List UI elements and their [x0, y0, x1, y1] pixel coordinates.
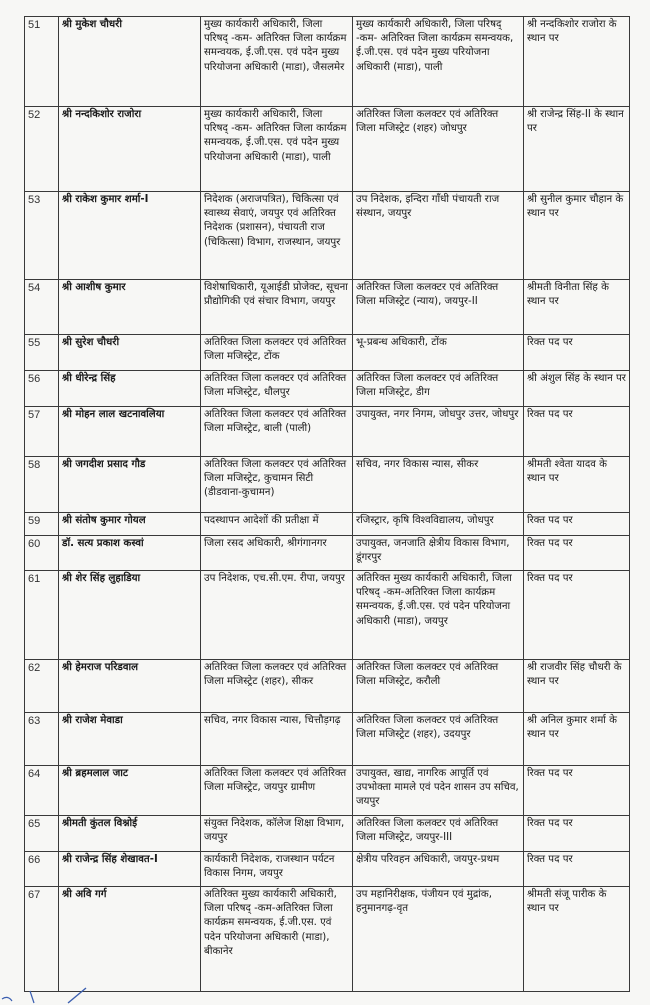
table-row — [25, 371, 630, 407]
table-row — [25, 457, 630, 513]
current-posting: जिला रसद अधिकारी, श्रीगंगानगर — [201, 536, 353, 571]
new-posting: मुख्य कार्यकारी अधिकारी, जिला परिषद् -कम- अतिरिक्त जिला कार्यक्रम समन्वयक, ई.जी.एस. एवं पदेन मुख्य परियोजना अधिकारी (माडा), पाली — [353, 17, 524, 107]
serial-number: 59 — [25, 513, 59, 536]
officer-name: डॉ. सत्य प्रकाश कस्वां — [59, 536, 201, 571]
officer-name: श्री राजेन्द्र सिंह शेखावत-I — [59, 852, 201, 887]
current-posting: अतिरिक्त जिला कलक्टर एवं अतिरिक्त जिला मजिस्ट्रेट, कुचामन सिटी (डीडवाना-कुचामन) — [201, 457, 353, 513]
serial-number: 63 — [25, 713, 59, 766]
officer-name: श्री मुकेश चौधरी — [59, 17, 201, 107]
table-body — [25, 17, 630, 992]
current-posting: कार्यकारी निदेशक, राजस्थान पर्यटन विकास निगम, जयपुर — [201, 852, 353, 887]
remark: रिक्त पद पर — [524, 816, 630, 852]
officer-name: श्री मोहन लाल खटनावलिया — [59, 407, 201, 457]
table-row — [25, 713, 630, 766]
new-posting: अतिरिक्त जिला कलक्टर एवं अतिरिक्त जिला मजिस्ट्रेट (शहर), उदयपुर — [353, 713, 524, 766]
current-posting: अतिरिक्त जिला कलक्टर एवं अतिरिक्त जिला मजिस्ट्रेट (शहर), सीकर — [201, 660, 353, 713]
new-posting: उपायुक्त, जनजाति क्षेत्रीय विकास विभाग, डूंगरपुर — [353, 536, 524, 571]
serial-number: 56 — [25, 371, 59, 407]
officer-name: श्री सुरेश चौधरी — [59, 335, 201, 371]
current-posting: निदेशक (अराजपत्रित), चिकित्सा एवं स्वास्थ्य सेवाएं, जयपुर एवं अतिरिक्त निदेशक (प्रशासन), पंचायती राज (चिकित्सा) विभाग, राजस्थान, जयपुर — [201, 192, 353, 280]
new-posting: उप महानिरीक्षक, पंजीयन एवं मुद्रांक, हनुमानगढ़-वृत — [353, 887, 524, 992]
serial-number: 65 — [25, 816, 59, 852]
remark: श्रीमती श्वेता यादव के स्थान पर — [524, 457, 630, 513]
table-row — [25, 280, 630, 335]
officer-name: श्री अवि गर्ग — [59, 887, 201, 992]
current-posting: अतिरिक्त मुख्य कार्यकारी अधिकारी, जिला परिषद् -कम-अतिरिक्त जिला कार्यक्रम समन्वयक, ई.जी.एस. एवं पदेन परियोजना अधिकारी (माडा), बीकानेर — [201, 887, 353, 992]
serial-number: 57 — [25, 407, 59, 457]
remark: रिक्त पद पर — [524, 335, 630, 371]
table-row — [25, 536, 630, 571]
officer-name: श्री राकेश कुमार शर्मा-I — [59, 192, 201, 280]
current-posting: अतिरिक्त जिला कलक्टर एवं अतिरिक्त जिला मजिस्ट्रेट, टोंक — [201, 335, 353, 371]
serial-number: 54 — [25, 280, 59, 335]
table-row — [25, 335, 630, 371]
serial-number: 51 — [25, 17, 59, 107]
current-posting: उप निदेशक, एच.सी.एम. रीपा, जयपुर — [201, 571, 353, 660]
table-row — [25, 660, 630, 713]
table-row — [25, 766, 630, 816]
officer-name: श्री राजेश मेवाडा — [59, 713, 201, 766]
remark: श्रीमती विनीता सिंह के स्थान पर — [524, 280, 630, 335]
current-posting: अतिरिक्त जिला कलक्टर एवं अतिरिक्त जिला मजिस्ट्रेट, बाली (पाली) — [201, 407, 353, 457]
new-posting: अतिरिक्त जिला कलक्टर एवं अतिरिक्त जिला मजिस्ट्रेट, जयपुर-III — [353, 816, 524, 852]
officer-name: श्री आशीष कुमार — [59, 280, 201, 335]
serial-number: 67 — [25, 887, 59, 992]
new-posting: अतिरिक्त मुख्य कार्यकारी अधिकारी, जिला परिषद् -कम-अतिरिक्त जिला कार्यक्रम समन्वयक, ई.जी.एस. एवं पदेन परियोजना अधिकारी (माडा), जयपुर — [353, 571, 524, 660]
current-posting: विशेषाधिकारी, यूआईडी प्रोजेक्ट, सूचना प्रौद्योगिकी एवं संचार विभाग, जयपुर — [201, 280, 353, 335]
current-posting: मुख्य कार्यकारी अधिकारी, जिला परिषद् -कम- अतिरिक्त जिला कार्यक्रम समन्वयक, ई.जी.एस. एवं पदेन मुख्य परियोजना अधिकारी (माडा), पाली — [201, 107, 353, 192]
remark: श्री अंशुल सिंह के स्थान पर — [524, 371, 630, 407]
officer-name: श्री नन्दकिशोर राजोरा — [59, 107, 201, 192]
remark: श्री सुनील कुमार चौहान के स्थान पर — [524, 192, 630, 280]
serial-number: 58 — [25, 457, 59, 513]
serial-number: 66 — [25, 852, 59, 887]
new-posting: अतिरिक्त जिला कलक्टर एवं अतिरिक्त जिला मजिस्ट्रेट, करौली — [353, 660, 524, 713]
remark: रिक्त पद पर — [524, 536, 630, 571]
table-row — [25, 407, 630, 457]
new-posting: उपायुक्त, खाद्य, नागरिक आपूर्ति एवं उपभोक्ता मामले एवं पदेन शासन उप सचिव, जयपुर — [353, 766, 524, 816]
table-row — [25, 513, 630, 536]
remark: श्री राजवीर सिंह चौधरी के स्थान पर — [524, 660, 630, 713]
serial-number: 60 — [25, 536, 59, 571]
current-posting: पदस्थापन आदेशों की प्रतीक्षा में — [201, 513, 353, 536]
serial-number: 61 — [25, 571, 59, 660]
officer-name: श्रीमती कुंतल विश्नोई — [59, 816, 201, 852]
transfer-list-table — [24, 16, 630, 992]
new-posting: क्षेत्रीय परिवहन अधिकारी, जयपुर-प्रथम — [353, 852, 524, 887]
table-row — [25, 17, 630, 107]
remark: रिक्त पद पर — [524, 852, 630, 887]
signature-mark — [0, 985, 200, 1005]
table-row — [25, 192, 630, 280]
new-posting: भू-प्रबन्ध अधिकारी, टोंक — [353, 335, 524, 371]
new-posting: अतिरिक्त जिला कलक्टर एवं अतिरिक्त जिला मजिस्ट्रेट, डीग — [353, 371, 524, 407]
remark: रिक्त पद पर — [524, 513, 630, 536]
table-row — [25, 571, 630, 660]
serial-number: 55 — [25, 335, 59, 371]
officer-name: श्री शेर सिंह लुहाडिया — [59, 571, 201, 660]
remark: रिक्त पद पर — [524, 407, 630, 457]
new-posting: रजिस्ट्रार, कृषि विश्वविद्यालय, जोधपुर — [353, 513, 524, 536]
serial-number: 64 — [25, 766, 59, 816]
table-row — [25, 852, 630, 887]
serial-number: 52 — [25, 107, 59, 192]
current-posting: अतिरिक्त जिला कलक्टर एवं अतिरिक्त जिला मजिस्ट्रेट, धौलपुर — [201, 371, 353, 407]
officer-name: श्री धीरेन्द्र सिंह — [59, 371, 201, 407]
new-posting: सचिव, नगर विकास न्यास, सीकर — [353, 457, 524, 513]
new-posting: अतिरिक्त जिला कलक्टर एवं अतिरिक्त जिला मजिस्ट्रेट (न्याय), जयपुर-II — [353, 280, 524, 335]
remark: श्री नन्दकिशोर राजोरा के स्थान पर — [524, 17, 630, 107]
current-posting: सचिव, नगर विकास न्यास, चित्तौड़गढ़ — [201, 713, 353, 766]
new-posting: उप निदेशक, इन्दिरा गाँधी पंचायती राज संस्थान, जयपुर — [353, 192, 524, 280]
serial-number: 53 — [25, 192, 59, 280]
officer-name: श्री हेमराज परिडवाल — [59, 660, 201, 713]
current-posting: अतिरिक्त जिला कलक्टर एवं अतिरिक्त जिला मजिस्ट्रेट, जयपुर ग्रामीण — [201, 766, 353, 816]
officer-name: श्री जगदीश प्रसाद गौड — [59, 457, 201, 513]
serial-number: 62 — [25, 660, 59, 713]
remark: रिक्त पद पर — [524, 766, 630, 816]
current-posting: मुख्य कार्यकारी अधिकारी, जिला परिषद् -कम- अतिरिक्त जिला कार्यक्रम समन्वयक, ई.जी.एस. एवं पदेन मुख्य परियोजना अधिकारी (माडा), जैसलमेर — [201, 17, 353, 107]
new-posting: उपायुक्त, नगर निगम, जोधपुर उत्तर, जोधपुर — [353, 407, 524, 457]
remark: श्री राजेन्द्र सिंह-II के स्थान पर — [524, 107, 630, 192]
officer-name: श्री ब्रहमलाल जाट — [59, 766, 201, 816]
remark: श्री अनिल कुमार शर्मा के स्थान पर — [524, 713, 630, 766]
new-posting: अतिरिक्त जिला कलक्टर एवं अतिरिक्त जिला मजिस्ट्रेट (शहर) जोधपुर — [353, 107, 524, 192]
officer-name: श्री संतोष कुमार गोयल — [59, 513, 201, 536]
table-row — [25, 887, 630, 992]
remark: श्रीमती संजू पारीक के स्थान पर — [524, 887, 630, 992]
table-row — [25, 107, 630, 192]
table-row — [25, 816, 630, 852]
current-posting: संयुक्त निदेशक, कॉलेज शिक्षा विभाग, जयपुर — [201, 816, 353, 852]
remark: रिक्त पद पर — [524, 571, 630, 660]
